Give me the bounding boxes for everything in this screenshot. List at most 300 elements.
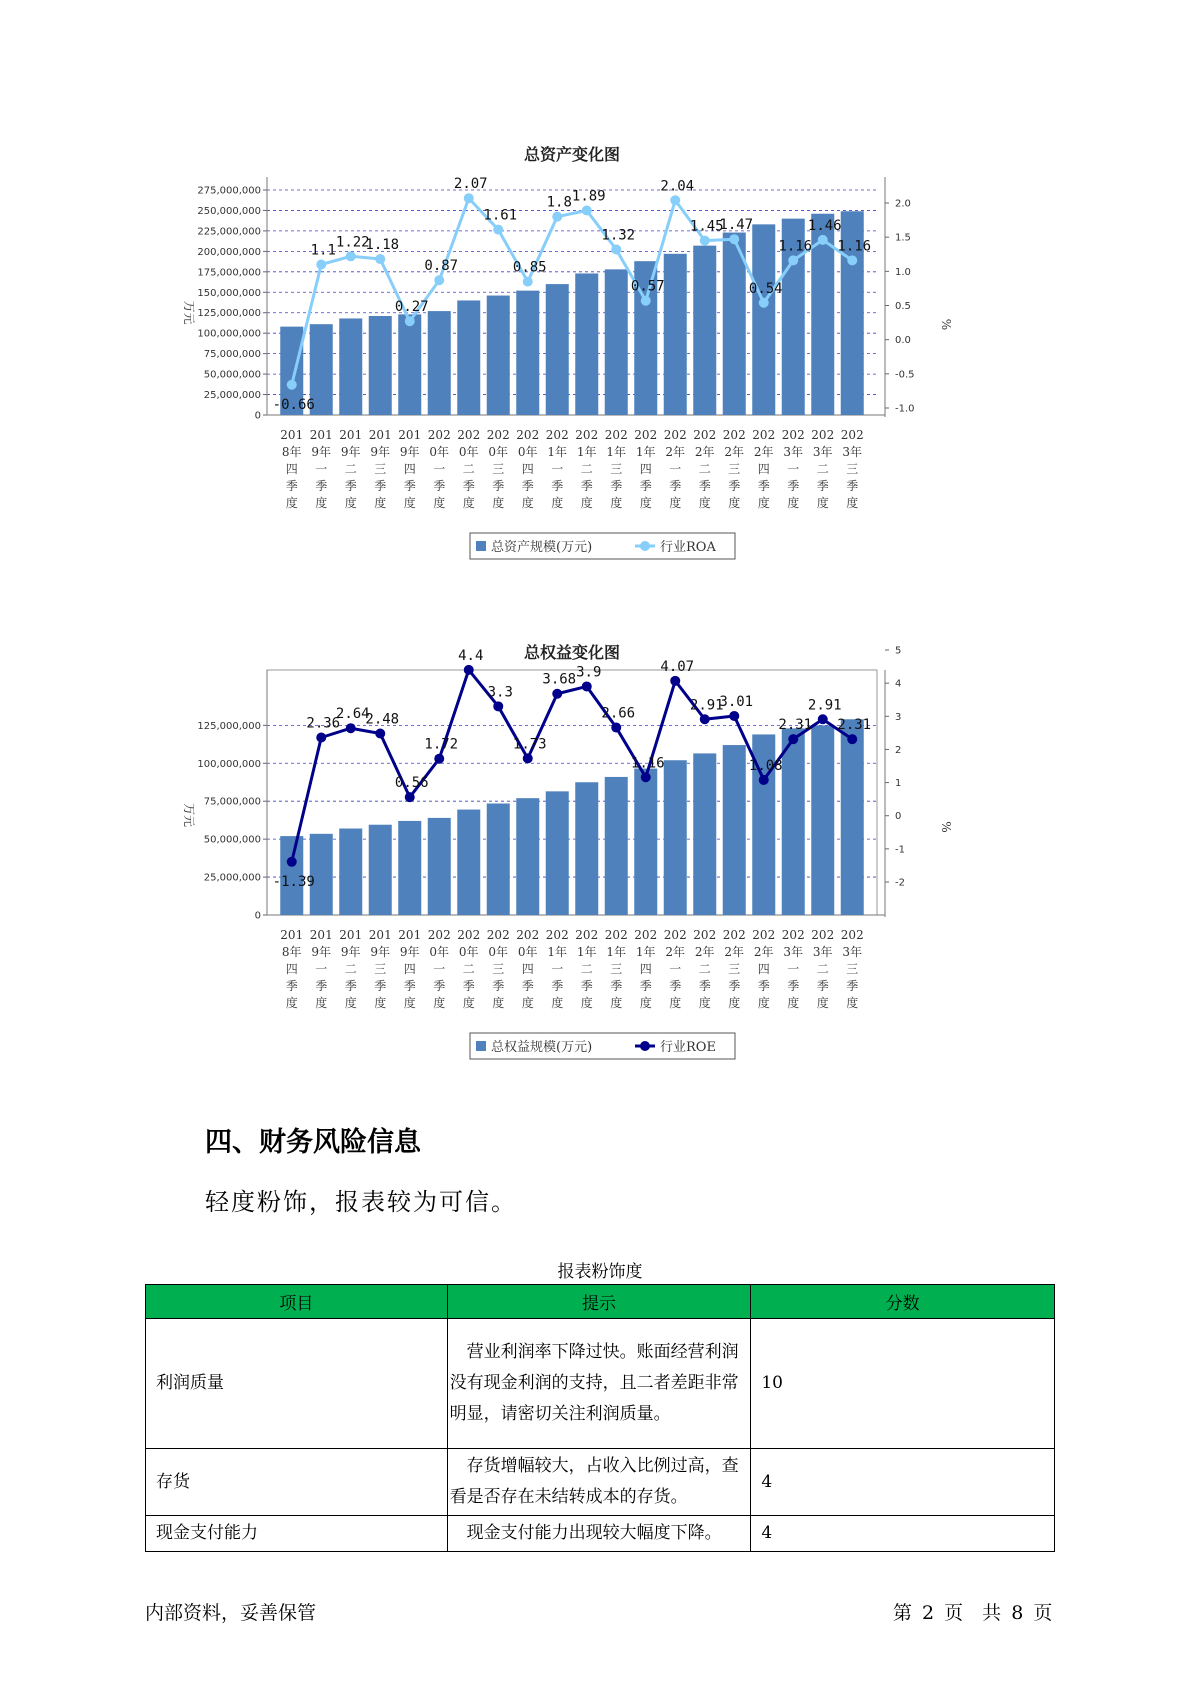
line-point bbox=[641, 296, 651, 306]
x-tick-label: 202 bbox=[663, 428, 687, 442]
data-label: 0.57 bbox=[630, 278, 665, 295]
x-tick-label: 季 bbox=[728, 979, 741, 993]
y-right-tick-label: 3 bbox=[895, 711, 902, 723]
total-equity-chart bbox=[170, 640, 953, 1100]
x-tick-label: 度 bbox=[728, 496, 741, 510]
table-caption: 报表粉饰度 bbox=[557, 1262, 643, 1282]
row-hint: 现金支付能力出现较大幅度下降。 bbox=[447, 1516, 751, 1552]
data-label: 1.72 bbox=[424, 736, 459, 753]
x-tick-label: 0年 bbox=[429, 445, 450, 459]
x-tick-label: 2年 bbox=[753, 945, 774, 959]
y-right-axis-label: % bbox=[939, 821, 953, 833]
data-label: 2.36 bbox=[306, 715, 341, 732]
x-tick-label: 季 bbox=[757, 479, 770, 493]
footer-page-number: 第 2 页 共 8 页 bbox=[893, 1602, 1053, 1624]
x-tick-label: 202 bbox=[693, 428, 717, 442]
x-tick-label: 一 bbox=[669, 962, 682, 976]
y-right-tick-label: -1 bbox=[895, 844, 905, 856]
x-tick-label: 二 bbox=[462, 962, 475, 976]
y-right-tick-label: -0.5 bbox=[895, 369, 915, 381]
x-tick-label: 季 bbox=[816, 479, 829, 493]
x-tick-label: 1年 bbox=[635, 945, 656, 959]
data-label: 1.89 bbox=[571, 188, 606, 205]
y-right-tick-label: 4 bbox=[895, 678, 902, 690]
line-point bbox=[847, 734, 857, 744]
y-left-tick-label: 100,000,000 bbox=[197, 328, 261, 340]
line-point bbox=[523, 753, 533, 763]
x-tick-label: 四 bbox=[639, 962, 652, 976]
x-tick-label: 202 bbox=[811, 928, 835, 942]
x-tick-label: 201 bbox=[280, 928, 304, 942]
data-label: 1.08 bbox=[748, 757, 783, 774]
x-tick-label: 二 bbox=[344, 962, 357, 976]
line-point bbox=[523, 277, 533, 287]
data-label: 1.16 bbox=[837, 238, 872, 255]
x-tick-label: 1年 bbox=[606, 445, 627, 459]
x-tick-label: 1年 bbox=[576, 445, 597, 459]
x-tick-label: 202 bbox=[811, 428, 835, 442]
bar bbox=[457, 300, 480, 415]
x-tick-label: 3年 bbox=[783, 445, 804, 459]
x-tick-label: 度 bbox=[285, 496, 298, 510]
x-tick-label: 201 bbox=[339, 428, 363, 442]
x-tick-label: 一 bbox=[669, 462, 682, 476]
table-row bbox=[146, 1516, 1055, 1552]
x-tick-label: 202 bbox=[722, 428, 746, 442]
x-tick-label: 季 bbox=[403, 479, 416, 493]
x-tick-label: 201 bbox=[309, 428, 333, 442]
y-left-tick-label: 25,000,000 bbox=[203, 872, 261, 884]
bar bbox=[428, 311, 451, 415]
line-point bbox=[405, 316, 415, 326]
x-tick-label: 四 bbox=[285, 462, 298, 476]
x-tick-label: 202 bbox=[457, 928, 481, 942]
data-label: 1.22 bbox=[335, 234, 370, 251]
bar bbox=[516, 798, 539, 915]
x-tick-label: 二 bbox=[816, 962, 829, 976]
data-label: 1.32 bbox=[601, 227, 636, 244]
x-tick-label: 季 bbox=[521, 979, 534, 993]
line-point bbox=[316, 732, 326, 742]
line-point bbox=[346, 723, 356, 733]
x-tick-label: 202 bbox=[457, 428, 481, 442]
x-tick-label: 季 bbox=[433, 479, 446, 493]
y-left-tick-label: 0 bbox=[254, 910, 261, 922]
y-left-tick-label: 100,000,000 bbox=[197, 758, 261, 770]
line-point bbox=[788, 734, 798, 744]
line-point bbox=[700, 714, 710, 724]
bar bbox=[693, 246, 716, 415]
data-label: 2.31 bbox=[837, 717, 872, 734]
x-tick-label: 季 bbox=[403, 979, 416, 993]
x-tick-label: 202 bbox=[486, 428, 510, 442]
bar bbox=[782, 728, 805, 915]
x-tick-label: 202 bbox=[427, 928, 451, 942]
x-tick-label: 0年 bbox=[517, 445, 538, 459]
x-tick-label: 季 bbox=[787, 479, 800, 493]
x-tick-label: 一 bbox=[315, 962, 328, 976]
line-point bbox=[611, 723, 621, 733]
y-left-tick-label: 0 bbox=[254, 410, 261, 422]
data-label: 4.4 bbox=[458, 647, 484, 664]
x-tick-label: 季 bbox=[816, 979, 829, 993]
x-tick-label: 度 bbox=[610, 996, 623, 1010]
x-tick-label: 季 bbox=[698, 979, 711, 993]
table-header-row bbox=[146, 1285, 1055, 1319]
x-tick-label: 度 bbox=[551, 496, 564, 510]
x-tick-label: 2年 bbox=[753, 445, 774, 459]
x-tick-label: 9年 bbox=[311, 445, 332, 459]
x-tick-label: 9年 bbox=[340, 445, 361, 459]
x-tick-label: 1年 bbox=[547, 945, 568, 959]
x-tick-label: 季 bbox=[492, 979, 505, 993]
bar bbox=[546, 284, 569, 415]
data-label: 2.48 bbox=[365, 711, 400, 728]
y-right-tick-label: 2.0 bbox=[895, 198, 911, 210]
x-tick-label: 季 bbox=[846, 979, 859, 993]
row-hint: 营业利润率下降过快。账面经营利润没有现金利润的支持，且二者差距非常明显，请密切关注利润质量。 bbox=[447, 1319, 751, 1449]
data-label: 2.91 bbox=[689, 697, 724, 714]
x-tick-label: 季 bbox=[639, 479, 652, 493]
x-tick-label: 一 bbox=[433, 462, 446, 476]
x-tick-label: 季 bbox=[728, 479, 741, 493]
bar bbox=[546, 791, 569, 915]
x-tick-label: 度 bbox=[492, 996, 505, 1010]
y-left-tick-label: 250,000,000 bbox=[197, 205, 261, 217]
x-tick-label: 度 bbox=[492, 496, 505, 510]
data-label: 0.87 bbox=[424, 258, 459, 275]
line-point bbox=[493, 225, 503, 235]
bar bbox=[575, 273, 598, 415]
y-left-tick-label: 75,000,000 bbox=[203, 796, 261, 808]
bar bbox=[487, 803, 510, 915]
x-tick-label: 202 bbox=[575, 428, 599, 442]
x-tick-label: 度 bbox=[669, 996, 682, 1010]
line-point bbox=[847, 255, 857, 265]
legend-bar-label: 总权益规模(万元) bbox=[491, 1040, 593, 1055]
bar bbox=[723, 745, 746, 915]
x-tick-label: 202 bbox=[486, 928, 510, 942]
x-tick-label: 度 bbox=[816, 996, 829, 1010]
data-label: 1.18 bbox=[365, 237, 400, 254]
y-right-tick-label: 0.5 bbox=[895, 301, 911, 312]
row-score: 4 bbox=[751, 1449, 1055, 1516]
x-tick-label: 202 bbox=[604, 428, 628, 442]
x-tick-label: 1年 bbox=[547, 445, 568, 459]
x-tick-label: 季 bbox=[315, 979, 328, 993]
x-tick-label: 四 bbox=[403, 962, 416, 976]
x-tick-label: 201 bbox=[398, 928, 422, 942]
x-tick-label: 202 bbox=[693, 928, 717, 942]
x-tick-label: 季 bbox=[492, 479, 505, 493]
line-point bbox=[582, 206, 592, 216]
line-point bbox=[729, 711, 739, 721]
y-right-tick-label: 2 bbox=[895, 744, 902, 756]
legend-bar-swatch bbox=[476, 1041, 486, 1051]
x-tick-label: 四 bbox=[403, 462, 416, 476]
line-point bbox=[611, 244, 621, 254]
x-tick-label: 三 bbox=[374, 462, 387, 476]
x-tick-label: 季 bbox=[551, 979, 564, 993]
x-tick-label: 季 bbox=[757, 979, 770, 993]
legend-line-marker bbox=[640, 541, 650, 551]
line-point bbox=[375, 254, 385, 264]
x-tick-label: 1年 bbox=[606, 945, 627, 959]
row-item: 现金支付能力 bbox=[146, 1516, 448, 1552]
y-left-tick-label: 225,000,000 bbox=[197, 226, 261, 238]
line-point bbox=[493, 701, 503, 711]
row-score: 10 bbox=[751, 1319, 1055, 1449]
data-label: 1.16 bbox=[778, 238, 813, 255]
x-tick-label: 度 bbox=[757, 496, 770, 510]
y-left-tick-label: 125,000,000 bbox=[197, 720, 261, 732]
x-tick-label: 3年 bbox=[812, 945, 833, 959]
bar bbox=[369, 316, 392, 415]
x-tick-label: 0年 bbox=[429, 945, 450, 959]
x-tick-label: 二 bbox=[580, 962, 593, 976]
legend-line-label: 行业ROA bbox=[660, 540, 716, 555]
x-tick-label: 四 bbox=[521, 462, 534, 476]
x-tick-label: 二 bbox=[344, 462, 357, 476]
x-tick-label: 2年 bbox=[665, 445, 686, 459]
x-tick-label: 度 bbox=[698, 996, 711, 1010]
x-tick-label: 3年 bbox=[812, 445, 833, 459]
line-point bbox=[818, 235, 828, 245]
x-tick-label: 季 bbox=[344, 979, 357, 993]
line-point bbox=[788, 255, 798, 265]
x-tick-label: 2年 bbox=[694, 945, 715, 959]
footer-confidential: 内部资料，妥善保管 bbox=[145, 1602, 317, 1624]
header-item: 项目 bbox=[146, 1285, 448, 1319]
x-tick-label: 9年 bbox=[399, 445, 420, 459]
x-tick-label: 度 bbox=[374, 996, 387, 1010]
x-tick-label: 季 bbox=[521, 479, 534, 493]
y-right-tick-label: 0 bbox=[895, 811, 902, 823]
x-tick-label: 四 bbox=[521, 962, 534, 976]
x-tick-label: 四 bbox=[639, 462, 652, 476]
line-point bbox=[287, 857, 297, 867]
x-tick-label: 202 bbox=[545, 928, 569, 942]
x-tick-label: 三 bbox=[610, 962, 623, 976]
data-label: 2.64 bbox=[335, 706, 370, 723]
x-tick-label: 季 bbox=[669, 979, 682, 993]
data-label: 1.61 bbox=[483, 207, 518, 224]
line-point bbox=[405, 792, 415, 802]
x-tick-label: 季 bbox=[580, 479, 593, 493]
x-tick-label: 度 bbox=[846, 996, 859, 1010]
line-point bbox=[818, 714, 828, 724]
x-tick-label: 8年 bbox=[281, 945, 302, 959]
y-right-tick-label: 1.5 bbox=[895, 232, 911, 244]
x-tick-label: 201 bbox=[368, 928, 392, 942]
legend-line-label: 行业ROE bbox=[660, 1040, 716, 1055]
x-tick-label: 0年 bbox=[517, 945, 538, 959]
x-tick-label: 度 bbox=[669, 496, 682, 510]
x-tick-label: 三 bbox=[374, 962, 387, 976]
data-label: 0.56 bbox=[394, 775, 429, 792]
data-label: 3.9 bbox=[576, 664, 602, 681]
bar bbox=[575, 782, 598, 915]
x-tick-label: 三 bbox=[610, 462, 623, 476]
x-tick-label: 季 bbox=[610, 979, 623, 993]
bar bbox=[339, 318, 362, 415]
section-summary: 轻度粉饰，报表较为可信。 bbox=[205, 1188, 517, 1216]
x-tick-label: 3年 bbox=[842, 945, 863, 959]
x-tick-label: 202 bbox=[722, 928, 746, 942]
x-tick-label: 9年 bbox=[399, 945, 420, 959]
y-left-tick-label: 275,000,000 bbox=[197, 185, 261, 197]
x-tick-label: 3年 bbox=[783, 945, 804, 959]
x-tick-label: 四 bbox=[285, 962, 298, 976]
y-left-tick-label: 75,000,000 bbox=[203, 349, 261, 361]
bar bbox=[398, 314, 421, 415]
x-tick-label: 季 bbox=[580, 979, 593, 993]
line-point bbox=[729, 234, 739, 244]
x-tick-label: 度 bbox=[344, 496, 357, 510]
line-point bbox=[552, 689, 562, 699]
line-point bbox=[375, 729, 385, 739]
x-tick-label: 二 bbox=[580, 462, 593, 476]
x-tick-label: 度 bbox=[639, 996, 652, 1010]
y-left-tick-label: 175,000,000 bbox=[197, 267, 261, 279]
x-tick-label: 三 bbox=[492, 462, 505, 476]
y-left-tick-label: 50,000,000 bbox=[203, 834, 261, 846]
line-point bbox=[759, 775, 769, 785]
data-label: 3.01 bbox=[719, 693, 754, 710]
x-tick-label: 9年 bbox=[311, 945, 332, 959]
x-tick-label: 1年 bbox=[576, 945, 597, 959]
x-tick-label: 202 bbox=[604, 928, 628, 942]
x-tick-label: 202 bbox=[575, 928, 599, 942]
x-tick-label: 一 bbox=[787, 962, 800, 976]
x-tick-label: 度 bbox=[521, 996, 534, 1010]
y-left-tick-label: 200,000,000 bbox=[197, 246, 261, 258]
data-label: 2.91 bbox=[807, 697, 842, 714]
x-tick-label: 2年 bbox=[724, 445, 745, 459]
x-tick-label: 二 bbox=[698, 962, 711, 976]
y-right-tick-label: 0.0 bbox=[895, 335, 911, 347]
bar bbox=[369, 825, 392, 915]
data-label: 1.8 bbox=[546, 194, 572, 211]
bar bbox=[841, 719, 864, 915]
bar bbox=[487, 296, 510, 415]
line-point bbox=[464, 665, 474, 675]
bar bbox=[605, 777, 628, 915]
x-tick-label: 四 bbox=[757, 462, 770, 476]
bar bbox=[605, 269, 628, 415]
y-right-tick-label: -2 bbox=[895, 877, 905, 889]
x-tick-label: 度 bbox=[315, 996, 328, 1010]
section-heading: 四、财务风险信息 bbox=[205, 1127, 421, 1158]
line-point bbox=[464, 193, 474, 203]
x-tick-label: 季 bbox=[639, 979, 652, 993]
x-tick-label: 度 bbox=[374, 496, 387, 510]
x-tick-label: 季 bbox=[433, 979, 446, 993]
x-tick-label: 四 bbox=[757, 962, 770, 976]
x-tick-label: 季 bbox=[285, 479, 298, 493]
data-label: 1.45 bbox=[689, 218, 724, 235]
x-tick-label: 201 bbox=[368, 428, 392, 442]
data-label: 3.68 bbox=[542, 671, 577, 688]
bar bbox=[339, 829, 362, 915]
bar bbox=[693, 753, 716, 915]
row-item: 利润质量 bbox=[146, 1319, 448, 1449]
x-tick-label: 度 bbox=[462, 996, 475, 1010]
x-tick-label: 季 bbox=[344, 479, 357, 493]
x-tick-label: 202 bbox=[781, 428, 805, 442]
data-label: 2.31 bbox=[778, 717, 813, 734]
x-tick-label: 季 bbox=[610, 479, 623, 493]
x-tick-label: 度 bbox=[580, 496, 593, 510]
x-tick-label: 201 bbox=[280, 428, 304, 442]
x-tick-label: 202 bbox=[752, 928, 776, 942]
data-label: 1.47 bbox=[719, 217, 754, 234]
x-tick-label: 度 bbox=[728, 996, 741, 1010]
x-tick-label: 0年 bbox=[458, 945, 479, 959]
x-tick-label: 1年 bbox=[635, 445, 656, 459]
y-right-tick-label: 1.0 bbox=[895, 266, 911, 278]
data-label: 4.07 bbox=[660, 658, 695, 675]
bar bbox=[516, 291, 539, 415]
bar bbox=[752, 224, 775, 415]
y-right-tick-label: 1 bbox=[895, 778, 902, 790]
x-tick-label: 度 bbox=[580, 996, 593, 1010]
chart-title: 总资产变化图 bbox=[523, 145, 621, 164]
x-tick-label: 三 bbox=[492, 962, 505, 976]
line-point bbox=[552, 212, 562, 222]
x-tick-label: 三 bbox=[846, 962, 859, 976]
x-tick-label: 202 bbox=[752, 428, 776, 442]
x-tick-label: 202 bbox=[840, 428, 864, 442]
legend-bar-swatch bbox=[476, 541, 486, 551]
table-row bbox=[146, 1319, 1055, 1449]
y-left-tick-label: 25,000,000 bbox=[203, 390, 261, 402]
data-label: 2.07 bbox=[453, 176, 488, 193]
y-right-tick-label: 5 bbox=[895, 645, 902, 657]
data-label: 0.54 bbox=[748, 280, 783, 297]
y-right-axis-label: % bbox=[939, 318, 953, 331]
x-tick-label: 9年 bbox=[340, 945, 361, 959]
x-tick-label: 202 bbox=[545, 428, 569, 442]
x-tick-label: 0年 bbox=[488, 445, 509, 459]
line-point bbox=[759, 298, 769, 308]
x-tick-label: 季 bbox=[846, 479, 859, 493]
chart-title: 总权益变化图 bbox=[523, 643, 621, 662]
x-tick-label: 202 bbox=[840, 928, 864, 942]
data-label: 0.85 bbox=[512, 259, 547, 276]
bar bbox=[664, 254, 687, 415]
x-tick-label: 8年 bbox=[281, 445, 302, 459]
line-point bbox=[316, 260, 326, 270]
y-left-axis-label: 万元 bbox=[182, 300, 196, 325]
x-tick-label: 一 bbox=[787, 462, 800, 476]
x-tick-label: 202 bbox=[663, 928, 687, 942]
line-point bbox=[434, 275, 444, 285]
x-tick-label: 202 bbox=[634, 428, 658, 442]
x-tick-label: 三 bbox=[728, 962, 741, 976]
row-score: 4 bbox=[751, 1516, 1055, 1552]
total-assets-chart bbox=[170, 140, 953, 600]
x-tick-label: 季 bbox=[462, 979, 475, 993]
header-score: 分数 bbox=[751, 1285, 1055, 1319]
x-tick-label: 度 bbox=[846, 496, 859, 510]
y-left-tick-label: 150,000,000 bbox=[197, 287, 261, 299]
risk-table bbox=[145, 1284, 1055, 1552]
x-tick-label: 度 bbox=[787, 496, 800, 510]
line-point bbox=[700, 236, 710, 246]
x-tick-label: 季 bbox=[669, 479, 682, 493]
x-tick-label: 度 bbox=[816, 496, 829, 510]
